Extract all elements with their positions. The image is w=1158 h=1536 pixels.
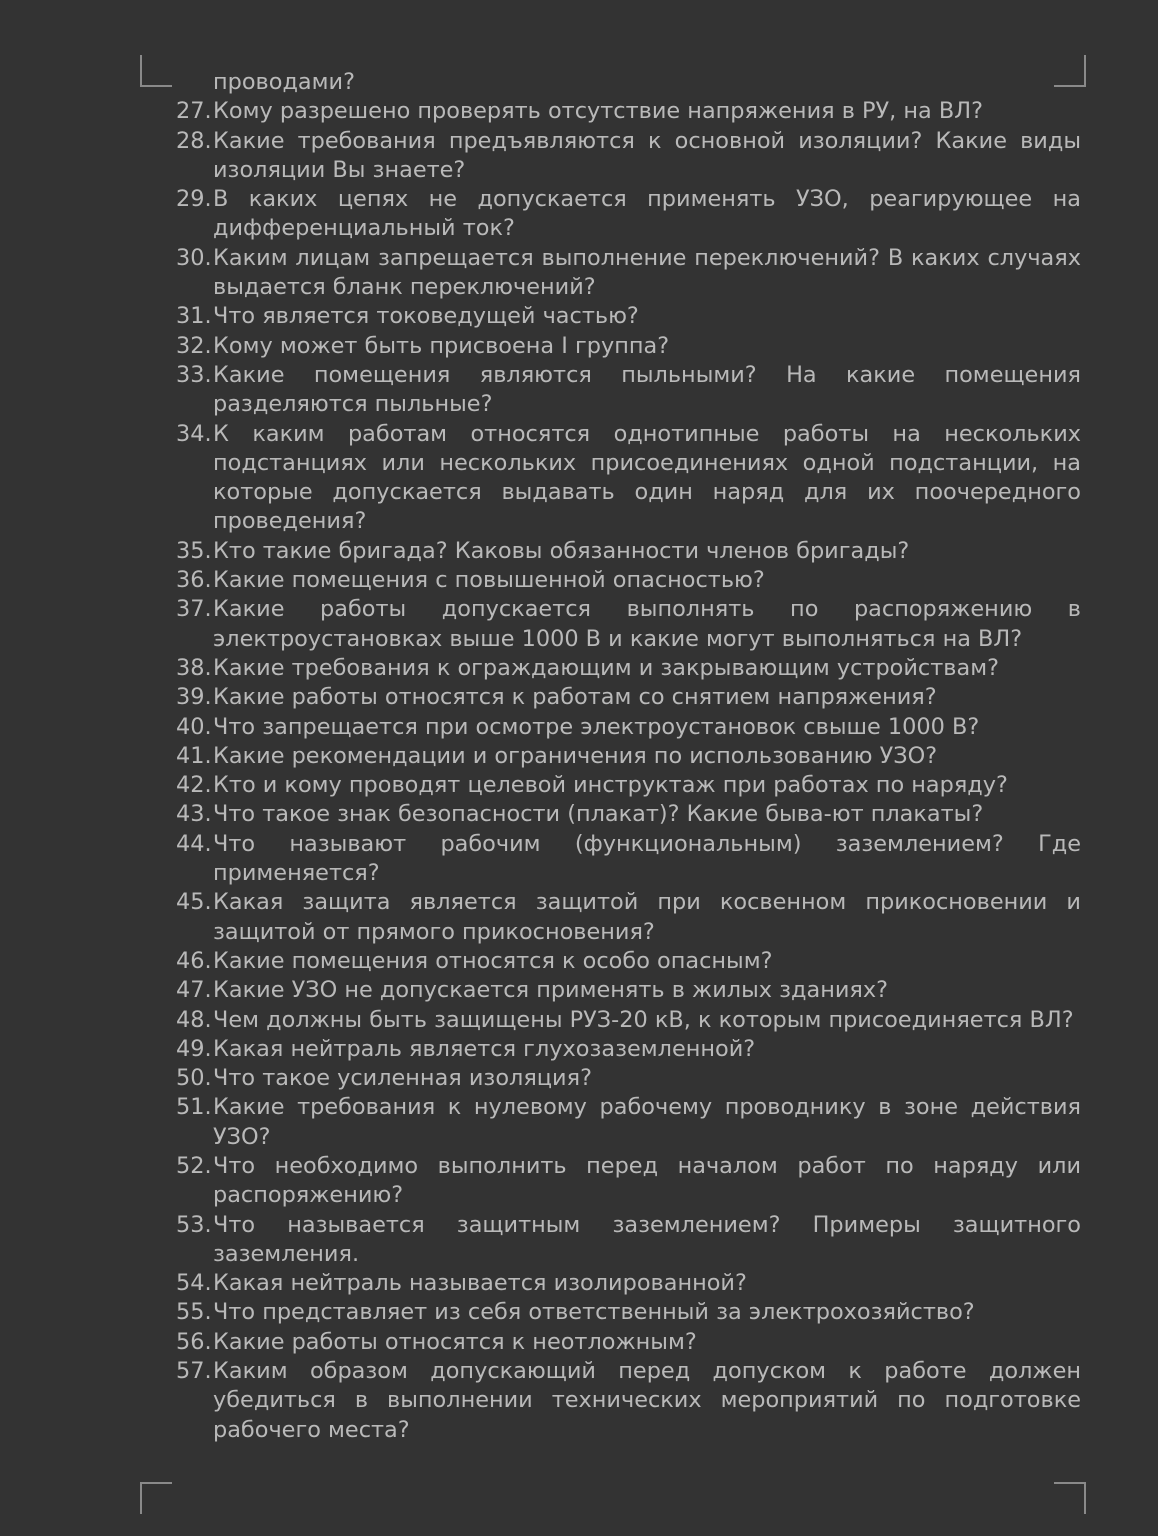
question-text: Что называется защитным заземлением? Примеры защитного заземления. [213,1211,1081,1267]
question-item [176,1035,1081,1064]
question-number: 53. [176,1211,212,1238]
crop-mark-top-left-icon [140,55,172,87]
question-item [176,127,1081,186]
question-text: Что такое усиленная изоляция? [213,1065,592,1092]
question-text: Каким образом допускающий перед допуском к работе должен убедиться в выполнении технических мероприятий по подготовке рабочего места? [213,1358,1081,1443]
question-number: 37. [176,596,212,623]
question-text: Кому разрешено проверять отсутствие напряжения в РУ, на ВЛ? [213,98,983,125]
question-number: 29. [176,186,212,213]
question-item [176,888,1081,947]
question-item [176,1298,1081,1327]
question-text: В каких цепях не допускается применять УЗО, реагирующее на дифференциальный ток? [213,186,1081,242]
question-text: Какие помещения с повышенной опасностью? [213,567,765,594]
question-text: Какие рекомендации и ограничения по использованию УЗО? [213,742,938,769]
question-item [176,830,1081,889]
question-text: Какие УЗО не допускается применять в жилых зданиях? [213,977,889,1004]
question-number: 44. [176,830,212,857]
question-item [176,800,1081,829]
question-text: Кто и кому проводят целевой инструктаж при работах по наряду? [213,772,1008,799]
document-body [176,68,1081,1445]
question-text: Какие работы относятся к неотложным? [213,1328,697,1355]
question-item [176,1006,1081,1035]
question-number: 43. [176,801,212,828]
question-item [176,1093,1081,1152]
question-text: Какие работы допускается выполнять по распоряжению в электроустановках выше 1000 В и какие могут выполняться на ВЛ? [213,596,1081,652]
question-number: 50. [176,1065,212,1092]
question-number: 51. [176,1094,212,1121]
question-text: Кому может быть присвоена I группа? [213,332,670,359]
question-item [176,537,1081,566]
question-text: Какая нейтраль является глухозаземленной? [213,1035,756,1062]
question-number: 46. [176,947,212,974]
question-number: 36. [176,567,212,594]
question-text: Каким лицам запрещается выполнение переключений? В каких случаях выдается бланк переключений? [213,244,1081,301]
question-number: 42. [176,772,212,799]
question-text: Какие помещения относятся к особо опасным? [213,947,773,974]
question-item [176,947,1081,976]
question-list [176,97,1081,1445]
question-text: Какая защита является защитой при косвенном прикосновении и защитой от прямого прикосновения? [213,889,1081,945]
question-number: 41. [176,742,212,769]
question-item [176,1152,1081,1211]
question-number: 40. [176,713,212,740]
question-text: Какие помещения являются пыльными? На какие помещения разделяются пыльные? [213,361,1081,418]
question-number: 45. [176,889,212,916]
question-text: Чем должны быть защищены РУЗ-20 кВ, к которым присоединяется ВЛ? [213,1006,1074,1033]
question-text: Какие требования предъявляются к основной изоляции? Какие виды изоляции Вы знаете? [213,127,1081,183]
question-item [176,1064,1081,1093]
question-item [176,976,1081,1005]
question-number: 55. [176,1299,212,1326]
question-text: Какие требования к нулевому рабочему проводнику в зоне действия УЗО? [213,1094,1081,1150]
question-item [176,1328,1081,1357]
question-number: 38. [176,654,212,681]
question-number: 35. [176,537,212,564]
crop-mark-bottom-right-icon [1054,1482,1086,1514]
question-text: Какие работы относятся к работам со снятием напряжения? [213,684,937,711]
question-text: Что является токоведущей частью? [213,303,639,330]
question-item [176,595,1081,654]
question-text: Что запрещается при осмотре электроустановок свыше 1000 В? [213,713,980,740]
question-number: 34. [176,420,212,447]
question-number: 49. [176,1035,212,1062]
question-item [176,1269,1081,1298]
question-number: 39. [176,684,212,711]
question-number: 30. [176,244,212,271]
question-text: Какие требования к ограждающим и закрывающим устройствам? [213,654,999,681]
question-item [176,683,1081,712]
question-item [176,654,1081,683]
question-item [176,1357,1081,1445]
question-item [176,332,1081,361]
question-number: 28. [176,127,212,154]
question-item [176,742,1081,771]
question-item [176,302,1081,331]
question-item [176,771,1081,800]
question-number: 32. [176,332,212,359]
question-item [176,713,1081,742]
question-number: 27. [176,98,212,125]
question-number: 48. [176,1006,212,1033]
continuation-line: проводами? [213,69,355,95]
question-text: Какая нейтраль называется изолированной? [213,1270,747,1297]
question-number: 56. [176,1328,212,1355]
question-item [176,1211,1081,1270]
question-item [176,97,1081,126]
question-text: Что необходимо выполнить перед началом работ по наряду или распоряжению? [213,1152,1081,1209]
question-text: Что такое знак безопасности (плакат)? Какие быва-ют плакаты? [213,801,984,828]
question-item [176,185,1081,244]
question-number: 52. [176,1152,212,1179]
question-item [176,420,1081,537]
question-number: 47. [176,977,212,1004]
question-item [176,566,1081,595]
question-text: Что представляет из себя ответственный за электрохозяйство? [213,1299,975,1326]
question-number: 33. [176,361,219,388]
question-text: Что называют рабочим (функциональным) заземлением? Где применяется? [213,830,1081,887]
question-number: 31. [176,303,212,330]
question-text: Кто такие бригада? Каковы обязанности членов бригады? [213,537,910,564]
question-item [176,244,1081,303]
crop-mark-bottom-left-icon [140,1482,172,1514]
question-text: К каким работам относятся однотипные работы на нескольких подстанциях или нескольких присоединениях одной подстанции, на которые допускается выдавать один наряд для их поочередного проведения? [213,420,1081,535]
question-item [176,361,1081,420]
question-number: 57. [176,1358,212,1385]
question-number: 54. [176,1270,212,1297]
